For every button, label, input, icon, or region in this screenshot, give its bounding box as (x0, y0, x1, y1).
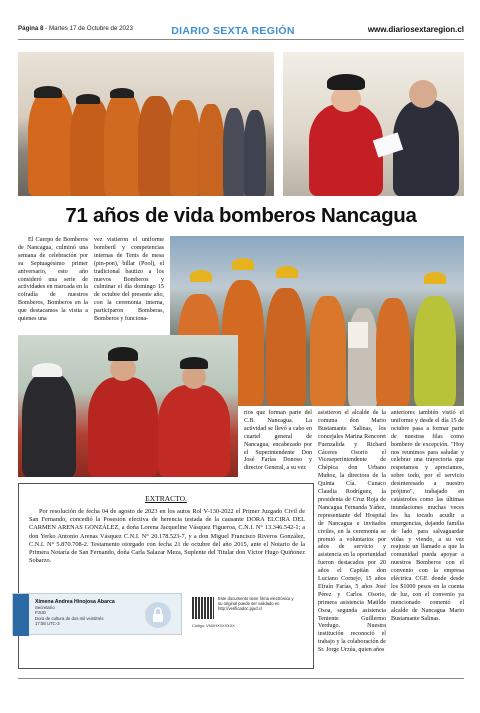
article-paragraph: asistieron el alcalde de la comuna don Mario Bustamante Salinas, los concejales Marina Rencoret Fuenzalida y Richard Cáceres Osorio el Viceseperintendente de Chépica don Urbano Muñoz, la directora de la Quinta Cía. Cunaco Claudia Rodríguez, la presidenta de Cruz Roja de Nancagua Fernanda Yáñez, representante del Hospital de Nancagua e invitados civiles, en la ceremonia se premió a voluntarios por años de servicio y asistencia en la oportunidad fueron destacados por 20 años el Capitán don Luciano Cornejo, 15 años Efraín Farías, 5 años José Pérez y Carlos Osorio, primera asistencia Matilde Osoa, segunda asistencia Teniente Guillermo Verdugo. Nuestra institución reconoció el trabajo y la colaboración de Sr. Jorge Urzúa, quien años (318, 410, 386, 654)
signer-role: Secretario (35, 605, 55, 610)
website-link[interactable]: www.diariosextaregion.cl (367, 25, 464, 34)
article-column-4 (318, 410, 386, 655)
page-number: Página 8 (18, 25, 44, 32)
notice-title: EXTRACTO. (145, 494, 187, 503)
photo-officer-speech (283, 52, 464, 196)
article-column-5 (391, 410, 464, 623)
masthead: DIARIO SEXTA REGIÓN (171, 25, 295, 37)
footer-divider (18, 678, 464, 679)
pjud-logo (13, 594, 29, 636)
lock-icon (145, 602, 171, 628)
signature-details (35, 599, 145, 627)
signature-time: 17:58 UTC-3 (35, 621, 60, 627)
signature-date: Dora de cultura de dos mil veintitrés (35, 615, 104, 621)
article-column-2 (94, 237, 164, 324)
signer-name: Ximena Andrea Hinojosa Abarca (35, 599, 115, 605)
photo-officers-red-uniform (18, 335, 238, 477)
article-headline: 71 años de vida bomberos Nancagua (65, 204, 417, 227)
notice-body: Por resolución de fecha 04 de agosto de 2023 en los autos Rol V-130-2022 el Primer Juzgado Civil de San Fernando, concedió la Posesión efectiva de herencia testada de la causante DORA ELCIRA DEL CARMEN ARENAS GONZÁLEZ, a doña Lorena Jacqueline Vásquez Figueroa, C.N.I. N° 13.346.542-1; a don Yerko Antonio Arenas Vásquez C.N.I. N° 20.178.523-7, y a don Miguel Francisco Riveros González, C.N.I. N° 5.870.708-2. Testamento otorgado con fecha 21 de octubre del año 2015, ante el Notario de la Primera Notaría de San Fernando, doña Carla Salazar Meza, Suplente del Titular don Víctor Hugo Quiñonez Sobarzo. (29, 508, 305, 565)
verification-text: Este documento tiene firma electrónica y su original puede ser validado en http://verificadoc.pjud.cl (218, 596, 294, 612)
page-date-line (18, 25, 133, 32)
article-column-1 (18, 237, 88, 324)
article-paragraph: vez vistieron el uniforme bomberil y competencias internas de Tenis de mesa (pin-pon), billar (Pool), el tradicional bautizo a los nuevos Bomberos y culminar el día domingo 15 de octubre del presente año, con la ceremonia interna, participaron Bomberas, Bomberos y funciona- (94, 237, 164, 323)
qr-code-icon[interactable] (192, 597, 214, 619)
article-paragraph: rios que forman parte del C.B. Nancagua. La actividad se llevó a cabo en cuartel general de Nancagua, encabezado por el Superintendente Don José Farías Donoso y director General, a su vez (244, 410, 312, 472)
article-paragraph: anteriores también vistió el uniforme y desde el día 15 de octubre pasa a formar parte de nuestras filas como bombero de excepción. "Hoy nos reunimos para saludar y celebrar una trayectoria que respetamos y apreciamos, sobre todo, por el servicio desinteresado a nuestro prójimo", trabajado en catástrofes como las últimas inundaciones muchas veces les ha tocado acudir a emergencias, dejando familia de lado para salvaguardar vidas y viendo, a su vez reajuste un llamado a que la comunidad pueda apoyar a nuestros Bomberos con el convenio con la empresa eléctrica CGE donde desde los $1000 pesos en la cuenta de luz, con el convenio ya mencionado comentó el alcalde de Nancagua Mario Bustamante Salinas. (391, 410, 464, 622)
legal-notice-box (18, 483, 314, 669)
verification-code: Código: VMXHXXXXXXX (192, 624, 235, 628)
article-column-3 (244, 410, 312, 473)
electronic-signature-box (12, 593, 182, 635)
issue-date: - Martes 17 de Octubre de 2023 (43, 25, 133, 32)
article-paragraph: El Cuerpo de Bomberos de Nancagua, culminó una semana de celebración por su Septuagésimo primer aniversario, esto año consideró una serie de actividades en marcada en la cofradía de nuestros Bomberos, Bomberos en la que destacamos la visita a quienes una (18, 237, 88, 323)
signer-unit: PJUD (35, 610, 47, 616)
page-header (18, 22, 464, 40)
photo-firefighters-formation (18, 52, 274, 196)
